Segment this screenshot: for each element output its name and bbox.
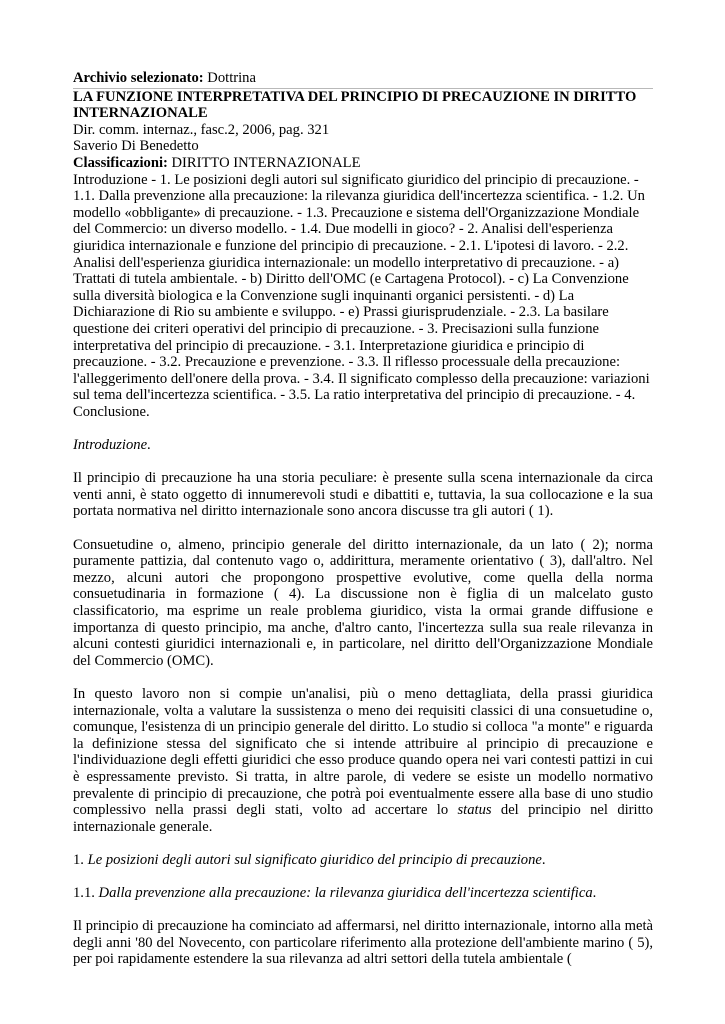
section-1-1-title: Dalla prevenzione alla precauzione: la rilevanza giuridica dell'incertezza scientifica [98,885,593,902]
archive-value: Dottrina [203,70,256,86]
section-1-number: 1. [73,851,88,868]
p3-italic-word: status [457,802,492,819]
classification-value: DIRITTO INTERNAZIONALE [167,154,361,171]
section-1-suffix: . [541,851,546,868]
intro-heading-suffix: . [147,437,151,454]
archive-label: Archivio selezionato: [73,70,204,86]
classification-line [73,155,653,172]
summary-paragraph: Introduzione - 1. Le posizioni degli autori sul significato giuridico del principio di precauzione. - 1.1. Dalla prevenzione alla precauzione: la rilevanza giuridica dell'incertezza scientifica. - 1.2. Un modello «obbligante» di precauzione. - 1.3. Precauzione e sistema dell'Organizzazione Mondiale del Commercio: un diverso modello. - 1.4. Due modelli in gioco? - 2. Analisi dell'esperienza giuridica internazionale e funzione del principio di precauzione. - 2.1. L'ipotesi di lavoro. - 2.2. Analisi dell'esperienza giuridica internazionale: un modello interpretativo di precauzione. - a) Trattati di tutela ambientale. - b) Diritto dell'OMC (e Cartagena Protocol). - c) La Convenzione sulla diversità biologica e la Convenzione sugli inquinanti organici persistenti. - d) La Dichiarazione di Rio su ambiente e sviluppo. - e) Prassi giurisprudenziale. - 2.3. La basilare questione dei criteri operativi del principio di precauzione. - 3. Precisazioni sulla funzione interpretativa del principio di precauzione. - 3.1. Interpretazione giuridica e principio di precauzione. - 3.2. Precauzione e prevenzione. - 3.3. Il riflesso processuale della precauzione: l'alleggerimento dell'onere della prova. - 3.4. Il significato complesso della precauzione: variazioni sul tema dell'incertezza scientifica. - 3.5. La ratio interpretativa del principio di precauzione. - 4. Conclusione. [73,171,650,420]
section-1-title: Le posizioni degli autori sul significato giuridico del principio di precauzione [87,851,542,868]
section-1-1-number: 1.1. [73,885,99,902]
body-paragraph-2: Consuetudine o, almeno, principio generale del diritto internazionale, da un lato ( 2); norma puramente pattizia, dal contenuto vago o, addirittura, meramente orientativo ( 3), dall'altro. Nel mezzo, alcuni autori che propongono prospettive evolutive, come quella della norma consuetudinaria in formazione ( 4). La discussione non è figlia di un malcelato gusto classificatorio, ma esprime un reale problema giuridico, vista la ormai grande diffusione e importanza di questo principio, ma anche, d'altro canto, l'incertezza sulla sua reale rilevanza in alcuni contesti giuridici internazionali e, in particolare, nel diritto dell'Organizzazione Mondiale del Commercio (OMC). [73,536,653,669]
body-paragraph-1: Il principio di precauzione ha una storia peculiare: è presente sulla scena internazionale da circa venti anni, è stato oggetto di innumerevoli studi e dibattiti e, tuttavia, la sua collocazione e la sua portata normativa nel diritto internazionale sono ancora discusse tra gli autori ( 1). [73,470,653,520]
body-paragraph-3 [73,686,653,835]
body-paragraph-4: Il principio di precauzione ha cominciato ad affermarsi, nel diritto internazionale, intorno alla metà degli anni '80 del Novecento, con particolare riferimento alla protezione dell'ambiente marino ( 5), per poi rapidamente estendere la sua rilevanza ad altri settori della tutela ambientale ( [73,918,653,968]
section-1-heading [73,852,653,869]
document-page [73,70,653,968]
source-line: Dir. comm. internaz., fasc.2, 2006, pag. 321 [73,121,330,138]
p3-after: del principio nel diritto internazionale generale. [73,802,653,835]
article-title: LA FUNZIONE INTERPRETATIVA DEL PRINCIPIO DI PRECAUZIONE IN DIRITTO INTERNAZIONALE [73,88,637,122]
classification-label: Classificazioni: [73,154,168,171]
author-line: Saverio Di Benedetto [73,138,199,155]
section-1-1-suffix: . [592,885,597,902]
intro-heading-text: Introduzione [73,437,148,454]
intro-heading [73,437,653,454]
archive-line [73,70,653,89]
p3-before: In questo lavoro non si compie un'analisi, più o meno dettagliata, della prassi giuridica internazionale, volta a valutare la sussistenza o meno dei requisiti classici di una consuetudine o, comunque, l'esistenza di un principio generale del diritto. Lo studio si colloca "a monte" e riguarda la definizione stessa del significato che si intende attribuire al principio di precauzione e l'individuazione degli effetti giuridici che esso produce quando opera nei vari contesti pattizi in cui è espressamente previsto. Si tratta, in altre parole, di vedere se esiste un modello normativo prevalente di principio di precauzione, che potrà poi eventualmente essere alla base di uno studio complessivo nella prassi degli stati, volto ad accertare lo [73,685,653,819]
section-1-1-heading [73,885,653,902]
